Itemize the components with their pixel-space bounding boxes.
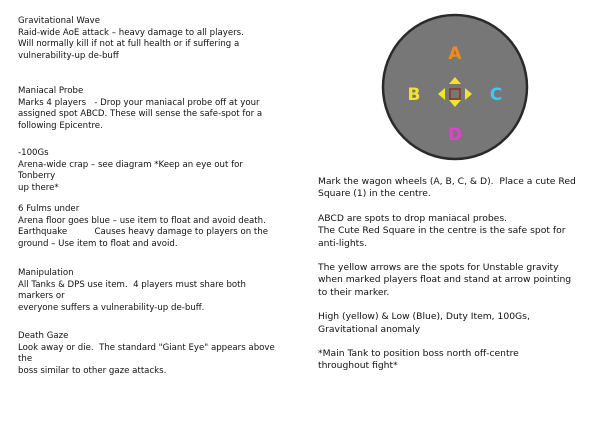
note-text: Mark the wagon wheels (A, B, C, & D). Place a cute Red [318, 176, 576, 187]
mechanic-title: Manipulation [18, 268, 74, 278]
mechanic-text: vulnerability-up de-buff [18, 50, 119, 61]
mechanic-title: Death Gaze [18, 331, 69, 341]
mechanic-text: everyone suffers a vulnerability-up de-buff. [18, 302, 205, 313]
mechanic-6-fulms-under [18, 204, 280, 250]
mechanic-text: Earthquake Causes heavy damage to players on the [18, 227, 269, 238]
mechanic-title: -100Gs [18, 148, 49, 158]
mechanic-title: Gravitational Wave [18, 16, 101, 26]
mechanic-title: 6 Fulms under [18, 204, 80, 214]
note-text: Square (1) in the centre. [318, 188, 431, 200]
note-text: anti-lights. [318, 237, 367, 249]
note-text: Gravitational anomaly [318, 323, 421, 335]
mechanic-text: ground – Use item to float and avoid. [18, 238, 178, 249]
note-text: throughout fight* [318, 360, 398, 372]
note-probe-spots [318, 213, 588, 250]
mechanic-text: Raid-wide AoE attack – heavy damage to all players. [18, 27, 244, 38]
mechanic-text: Marks 4 players - Drop your maniacal probe off at your [18, 97, 260, 108]
note-text: when marked players float and stand at arrow pointing [318, 274, 572, 286]
note-wagon-wheels [318, 176, 588, 201]
mechanic-100gs [18, 148, 280, 194]
note-text: High (yellow) & Low (Blue), Duty Item, 100Gs, [318, 311, 530, 323]
mechanic-text: up there* [18, 182, 59, 193]
strategy-notes [318, 176, 588, 385]
note-text: to their marker. [318, 286, 390, 298]
note-main-tank [318, 348, 588, 373]
marker-b: B [407, 85, 421, 105]
mechanic-title: Maniacal Probe [18, 86, 84, 96]
mechanic-text: boss similar to other gaze attacks. [18, 365, 167, 376]
note-text: The Cute Red Square in the centre is the safe spot for [318, 225, 566, 237]
note-high-low [318, 311, 588, 336]
note-yellow-arrows [318, 262, 588, 299]
mechanic-text: Arena-wide crap – see diagram *Keep an eye out for Tonberry [18, 159, 249, 182]
marker-d: D [447, 125, 463, 145]
mechanic-gravitational-wave [18, 16, 280, 62]
mechanic-text: Will normally kill if not at full health or if suffering a [18, 39, 240, 50]
marker-c: C [489, 85, 503, 105]
mechanic-text: Arena floor goes blue – use item to float and avoid death. [18, 215, 266, 226]
arena-diagram [380, 12, 530, 162]
note-text: ABCD are spots to drop maniacal probes. [318, 212, 508, 224]
note-text: The yellow arrows are the spots for Unstable gravity [318, 262, 559, 274]
note-text: *Main Tank to position boss north off-centre [318, 348, 519, 360]
mechanic-text: All Tanks & DPS use item. 4 players must share both markers or [18, 279, 249, 302]
mechanic-text: assigned spot ABCD. These will sense the safe-spot for a [18, 109, 263, 120]
mechanic-maniacal-probe [18, 86, 280, 132]
marker-a: A [448, 44, 462, 64]
mechanic-death-gaze [18, 331, 280, 377]
mechanic-text: Look away or die. The standard "Giant Eye" appears above the [18, 342, 278, 365]
mechanic-manipulation [18, 268, 280, 314]
mechanic-text: following Epicentre. [18, 120, 103, 131]
